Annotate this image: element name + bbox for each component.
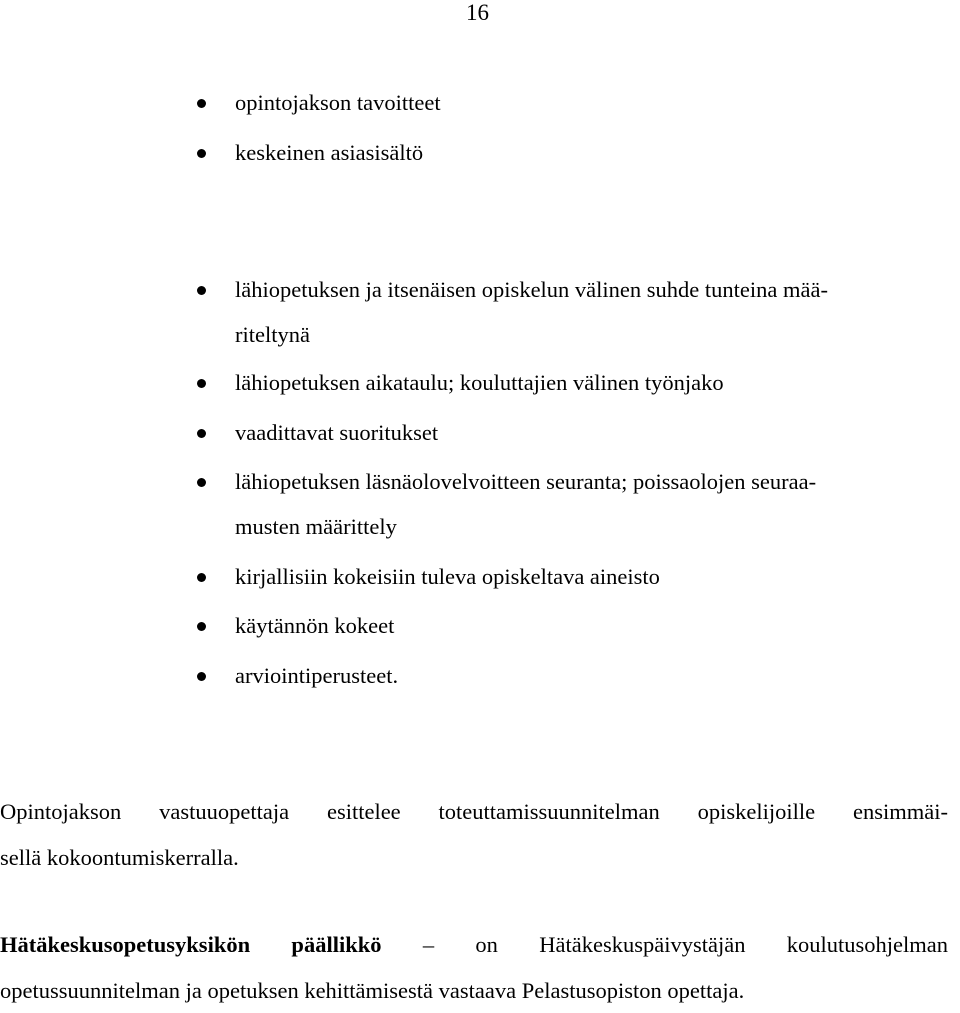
bullet-dot-icon <box>197 478 206 487</box>
bullet-text: lähiopetuksen ja itsenäisen opiskelun välinen suhde tunteina mää- <box>235 277 828 302</box>
bullet-dot-icon <box>197 573 206 582</box>
bullet-text: käytännön kokeet <box>235 613 395 638</box>
bullet-dot-icon <box>197 622 206 631</box>
paragraph-line <box>0 923 948 967</box>
bullet-text: lähiopetuksen läsnäolovelvoitteen seuranta; poissaolojen seuraa- <box>235 469 817 494</box>
bullet-dot-icon <box>197 672 206 681</box>
paragraph-text: on Hätäkeskuspäivystäjän koulutusohjelman <box>475 932 949 957</box>
bullet-continuation: musten määrittely <box>235 514 397 539</box>
bullet-text: opintojakson tavoitteet <box>235 90 441 115</box>
bullet-dot-icon <box>197 379 206 388</box>
bullet-dot-icon <box>197 286 206 295</box>
bullet-continuation: riteltynä <box>235 322 310 347</box>
dash: – <box>422 932 435 957</box>
paragraph-responsibility <box>0 923 960 1013</box>
bullet-text: arviointiperusteet. <box>235 663 399 688</box>
bullet-text: kirjallisiin kokeisiin tuleva opiskeltava aineisto <box>235 564 660 589</box>
page-number: 16 <box>466 0 489 25</box>
bullet-text: lähiopetuksen aikataulu; kouluttajien välinen työnjako <box>235 370 724 395</box>
paragraph-line: opetussuunnitelman ja opetuksen kehittämisestä vastaava Pelastusopiston opettaja. <box>0 978 745 1003</box>
paragraph-line: sellä kokoontumiskerralla. <box>0 845 239 870</box>
bullet-text: keskeinen asiasisältö <box>235 140 424 165</box>
bullet-dot-icon <box>197 149 206 158</box>
paragraph-presentation <box>0 790 960 880</box>
bullet-dot-icon <box>197 99 206 108</box>
role-title: Hätäkeskusopetusyksikön päällikkö <box>0 932 382 957</box>
bullet-text: vaadittavat suoritukset <box>235 420 439 445</box>
bullet-dot-icon <box>197 429 206 438</box>
paragraph-line: Opintojakson vastuuopettaja esittelee toteuttamissuunnitelman opiskelijoille ensimmäi- <box>0 799 948 824</box>
